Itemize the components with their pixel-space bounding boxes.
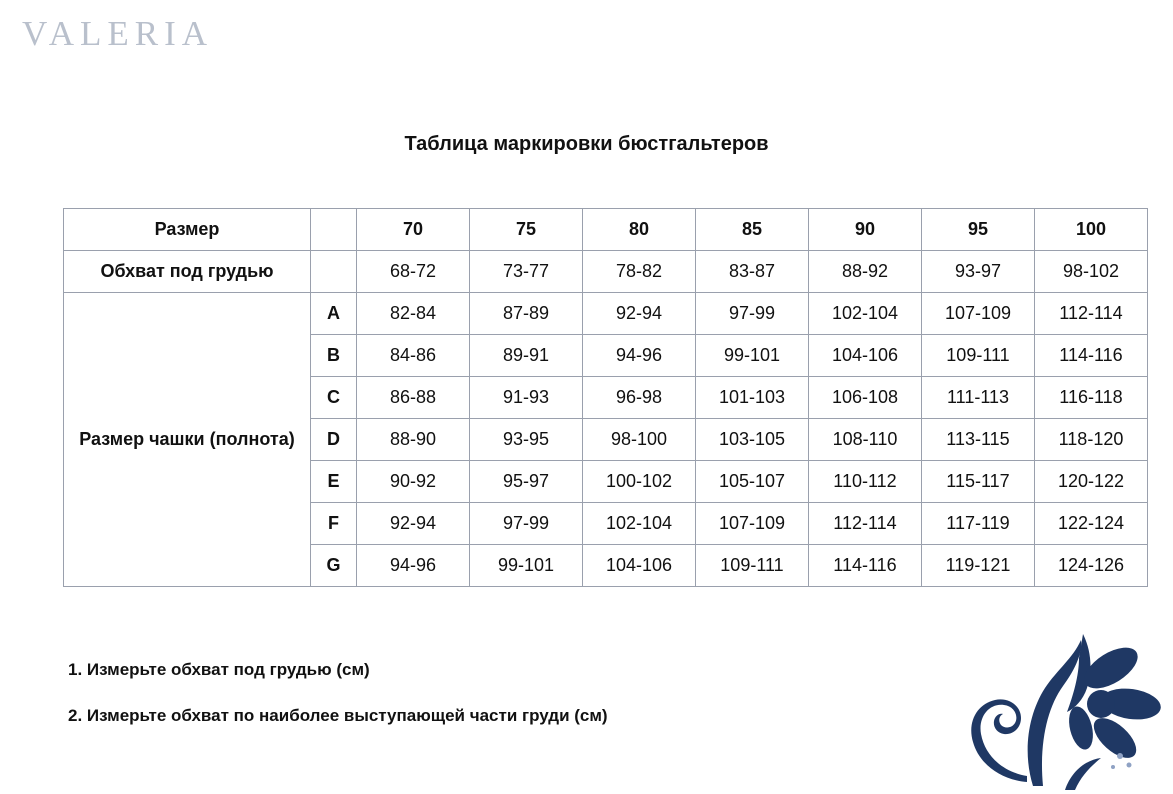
cup-g-value-80: 104-106 [583,545,696,587]
cup-c-value-95: 111-113 [922,377,1035,419]
cup-g-value-90: 114-116 [809,545,922,587]
cup-a-value-95: 107-109 [922,293,1035,335]
cup-a-value-85: 97-99 [696,293,809,335]
header-size-70: 70 [357,209,470,251]
table-row [64,293,1148,335]
header-size-90: 90 [809,209,922,251]
cup-c-value-75: 91-93 [470,377,583,419]
cup-b-value-70: 84-86 [357,335,470,377]
cup-d-value-100: 118-120 [1035,419,1148,461]
underbust-value-100: 98-102 [1035,251,1148,293]
cup-f-value-85: 107-109 [696,503,809,545]
cup-letter-d: D [311,419,357,461]
bra-size-table [63,208,1148,587]
cup-a-value-100: 112-114 [1035,293,1148,335]
cup-a-value-80: 92-94 [583,293,696,335]
cup-c-value-85: 101-103 [696,377,809,419]
cup-b-value-90: 104-106 [809,335,922,377]
underbust-label: Обхват под грудью [64,251,311,293]
cup-e-value-95: 115-117 [922,461,1035,503]
cup-b-value-95: 109-111 [922,335,1035,377]
table-row-underbust [64,251,1148,293]
cup-d-value-75: 93-95 [470,419,583,461]
cup-f-value-75: 97-99 [470,503,583,545]
cup-e-value-80: 100-102 [583,461,696,503]
instruction-step-2: 2. Измерьте обхват по наиболее выступающей части груди (см) [68,706,608,725]
cup-c-value-90: 106-108 [809,377,922,419]
cup-e-value-100: 120-122 [1035,461,1148,503]
underbust-value-90: 88-92 [809,251,922,293]
header-size-label: Размер [64,209,311,251]
cup-a-value-75: 87-89 [470,293,583,335]
underbust-value-80: 78-82 [583,251,696,293]
cup-letter-c: C [311,377,357,419]
cup-size-label: Размер чашки (полнота) [64,293,311,587]
cup-a-value-70: 82-84 [357,293,470,335]
instruction-step-1: 1. Измерьте обхват под грудью (см) [68,660,370,679]
cup-d-value-90: 108-110 [809,419,922,461]
cup-g-value-85: 109-111 [696,545,809,587]
brand-logo: VALERIA [22,14,214,53]
cup-g-value-75: 99-101 [470,545,583,587]
header-size-75: 75 [470,209,583,251]
header-size-85: 85 [696,209,809,251]
cup-d-value-85: 103-105 [696,419,809,461]
cup-f-value-80: 102-104 [583,503,696,545]
cup-letter-g: G [311,545,357,587]
cup-f-value-90: 112-114 [809,503,922,545]
cup-letter-a: A [311,293,357,335]
header-size-100: 100 [1035,209,1148,251]
cup-b-value-80: 94-96 [583,335,696,377]
header-size-80: 80 [583,209,696,251]
cup-g-value-95: 119-121 [922,545,1035,587]
size-table-container [63,208,1125,587]
header-cup-spacer [311,209,357,251]
cup-f-value-70: 92-94 [357,503,470,545]
floral-flourish-icon [915,604,1165,794]
cup-e-value-90: 110-112 [809,461,922,503]
cup-g-value-100: 124-126 [1035,545,1148,587]
cup-c-value-70: 86-88 [357,377,470,419]
page-title: Таблица маркировки бюстгальтеров [404,133,769,155]
cup-letter-e: E [311,461,357,503]
cup-c-value-80: 96-98 [583,377,696,419]
instructions [68,660,888,752]
cup-e-value-75: 95-97 [470,461,583,503]
cup-c-value-100: 116-118 [1035,377,1148,419]
underbust-cup-spacer [311,251,357,293]
cup-f-value-95: 117-119 [922,503,1035,545]
cup-d-value-70: 88-90 [357,419,470,461]
cup-d-value-80: 98-100 [583,419,696,461]
cup-e-value-85: 105-107 [696,461,809,503]
cup-e-value-70: 90-92 [357,461,470,503]
cup-b-value-85: 99-101 [696,335,809,377]
cup-b-value-100: 114-116 [1035,335,1148,377]
cup-letter-f: F [311,503,357,545]
underbust-value-85: 83-87 [696,251,809,293]
cup-g-value-70: 94-96 [357,545,470,587]
underbust-value-75: 73-77 [470,251,583,293]
cup-letter-b: B [311,335,357,377]
underbust-value-70: 68-72 [357,251,470,293]
header-size-95: 95 [922,209,1035,251]
cup-b-value-75: 89-91 [470,335,583,377]
cup-a-value-90: 102-104 [809,293,922,335]
table-header-row [64,209,1148,251]
underbust-value-95: 93-97 [922,251,1035,293]
cup-d-value-95: 113-115 [922,419,1035,461]
cup-f-value-100: 122-124 [1035,503,1148,545]
